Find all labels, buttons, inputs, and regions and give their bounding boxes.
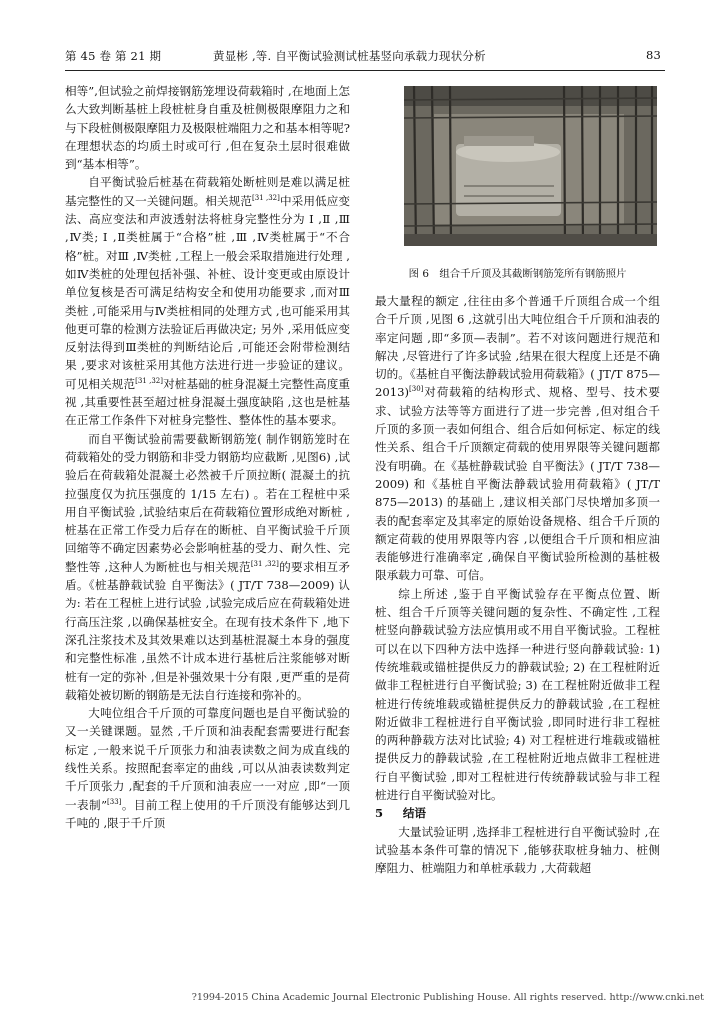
citation: [31 ,32]	[252, 193, 280, 202]
right-column	[375, 292, 660, 878]
section-number: 5	[375, 806, 384, 821]
paragraph-text: 而自平衡试验前需要截断钢筋笼( 制作钢筋笼时在荷载箱处的受力钢筋和非受力钢筋均应截断 ,见图6) ,试验后在荷载箱处混凝土必然被千斤顶拉断( 混凝土的抗拉强度仅为抗压强度的 1/15 左右) 。若在工程桩中采用自平衡试验 ,试验结束后在荷载箱位置形成绝对断桩 ,桩基在正常工作受力后存在的断桩、自平衡试验千斤顶回缩等不确定因素势必会影响桩基的受力、耐久性、完整性等 ,这种人为断桩也与相关规范	[65, 431, 350, 574]
citation: [30]	[409, 385, 424, 394]
paragraph-text: 对桩基础的桩身混凝土完整性高度重视 ,其重要性甚至超过桩身混凝土强度缺陷 ,这也是桩基在正常工作条件下对桩身完整性、整体性的基本要求。	[65, 376, 350, 428]
running-header	[65, 46, 665, 68]
paragraph	[65, 430, 350, 704]
paragraph-text: 的要求相互矛盾。《桩基静载试验 自平衡法》( JT/T 738—2009) 认为: 若在工程桩上进行试验 ,试验完成后应在荷载箱处进行高压注浆 ,以确保基桩安全。在现有技术条件下 ,地下深孔注浆技术及其效果难以达到基桩混凝土本身的强度和完整性标准 ,虽然不计成本进行基桩后注浆能够对断桩有一定的弥补 ,但是补强效果十分有限 ,更严重的是荷载箱处被切断的钢筋是无法自行连接和弥补的。	[65, 559, 350, 702]
paragraph-text: 对荷载箱的结构形式、规格、型号、技术要求、试验方法等等方面进行了进一步完善 ,但对组合千斤顶的多顶一表如何组合、组合后如何标定、标定的线性关系、组合千斤顶额定荷载的使用界限等关键问题都没有明确。在《基桩静载试验 自平衡法》( JT/T 738—2009) 和《基桩自平衡法静载试验用荷载箱》( JT/T 875—2013) 的基础上 ,建议相关部门尽快增加多顶一表的配套率定及其率定的原始设备规格、组合千斤顶的额定荷载的使用界限等内容 ,以便组合千斤顶和相应油表能够进行准确率定 ,确保自平衡试验所检测的基桩极限承载力可靠、可信。	[375, 385, 660, 583]
citation: [33]	[107, 797, 122, 806]
copyright-footer: ?1994-2015 China Academic Journal Electronic Publishing House. All rights reserved. http://www.cnki.net	[191, 992, 704, 1003]
citation: [31 ,32]	[250, 559, 279, 568]
paragraph: 相等”,但试验之前焊接钢筋笼埋设荷载箱时 ,在地面上怎么大致判断基桩上段桩桩身自重及桩侧极限摩阻力之和与下段桩侧极限摩阻力及极限桩端阻力之和基本相等呢? 在理想状态的均质土时或可行 ,但在复杂土层时很难做到“基本相等”。	[65, 84, 350, 172]
figure-caption: 图 6 组合千斤顶及其截断钢筋笼所有钢筋照片	[408, 268, 627, 280]
paragraph	[65, 704, 350, 832]
rebar-cage-photo-illustration	[404, 86, 657, 246]
paragraph	[65, 173, 350, 429]
header-divider	[65, 70, 665, 71]
running-title: 黄显彬 ,等. 自平衡试验测试桩基竖向承载力现状分析	[213, 49, 486, 63]
paragraph	[375, 292, 660, 585]
left-column	[65, 82, 350, 832]
paragraph-text: 中采用低应变法、高应变法和声波透射法将桩身完整性分为 Ⅰ ,Ⅱ ,Ⅲ ,Ⅳ类; Ⅰ ,Ⅱ类桩属于“合格”桩 ,Ⅲ ,Ⅳ类桩属于“不合格”桩。对Ⅲ ,Ⅳ类桩 ,工程上一般会采取措施进行处理 ,如Ⅳ类桩的处理包括补强、补桩、设计变更或由原设计单位复核是否可满足结构安全和使用功能要求 ,而对Ⅲ类桩 ,可能采用与Ⅳ类桩相同的处理方式 ,也可能采用其他更可靠的检测方法验证后再做决定; 另外 ,采用低应变反射法得到Ⅲ类桩的判断结论后 ,可能还会附带检测结果 ,要求对该桩采用其他方法进行进一步验证的建议。可见相关规范	[65, 193, 350, 391]
section-title: 结语	[402, 806, 427, 821]
paragraph-text: 大吨位组合千斤顶的可靠度问题也是自平衡试验的又一关键课题。显然 ,千斤顶和油表配套需要进行配套标定 ,一般来说千斤顶张力和油表读数之间为成直线的线性关系。按照配套率定的曲线 ,可以从油表读数判定千斤顶张力 ,配套的千斤顶和油表应一一对应 ,即“一顶一表制”	[65, 706, 350, 812]
paragraph-text: 自平衡试验后桩基在荷载箱处断桩则是难以满足桩基完整性的又一关键问题。相关规范	[65, 175, 350, 208]
page-number: 83	[645, 48, 661, 62]
paragraph-text: 最大量程的额定 ,往往由多个普通千斤顶组合成一个组合千斤顶 ,见图 6 ,这就引出大吨位组合千斤顶和油表的率定问题 ,即“多顶—表制”。若不对该问题进行规范和解决 ,尽管进行了许多试验 ,结果在很大程度上还是不确切的。《基桩自平衡法静载试验用荷载箱》( JT/T 875—2013)	[375, 294, 660, 400]
paragraph: 综上所述 ,鉴于自平衡试验存在平衡点位置、断桩、组合千斤顶等关键问题的复杂性、不确定性 ,工程桩竖向静载试验方法应慎用或不用自平衡试验。工程桩可以在以下四种方法中选择一种进行竖向静载试验: 1) 传统堆载或锚桩提供反力的静载试验; 2) 在工程桩附近做非工程桩进行自平衡试验; 3) 在工程桩附近做非工程桩进行传统堆载或锚桩提供反力的静载试验 ,在工程桩附近做非工程桩进行自平衡试验 ,即同时进行非工程桩的两种静载方法对比试验; 4) 对工程桩进行堆载或锚桩提供反力的静载试验 ,在工程桩附近地点做非工程桩进行自平衡试验 ,即对工程桩进行传统静载试验与非工程桩进行自平衡试验对比。	[375, 586, 660, 803]
paragraph-text: 。目前工程上使用的千斤顶没有能够达到几千吨的 ,限于千斤顶	[65, 797, 350, 830]
figure-6-photo	[404, 86, 657, 246]
section-heading	[375, 804, 660, 822]
journal-volume-issue: 第 45 卷 第 21 期	[65, 49, 162, 63]
paragraph: 大量试验证明 ,选择非工程桩进行自平衡试验时 ,在试验基本条件可靠的情况下 ,能够获取桩身轴力、桩侧摩阻力、桩端阻力和单桩承载力 ,大荷载超	[375, 824, 660, 876]
citation: [31 ,32]	[135, 376, 163, 385]
